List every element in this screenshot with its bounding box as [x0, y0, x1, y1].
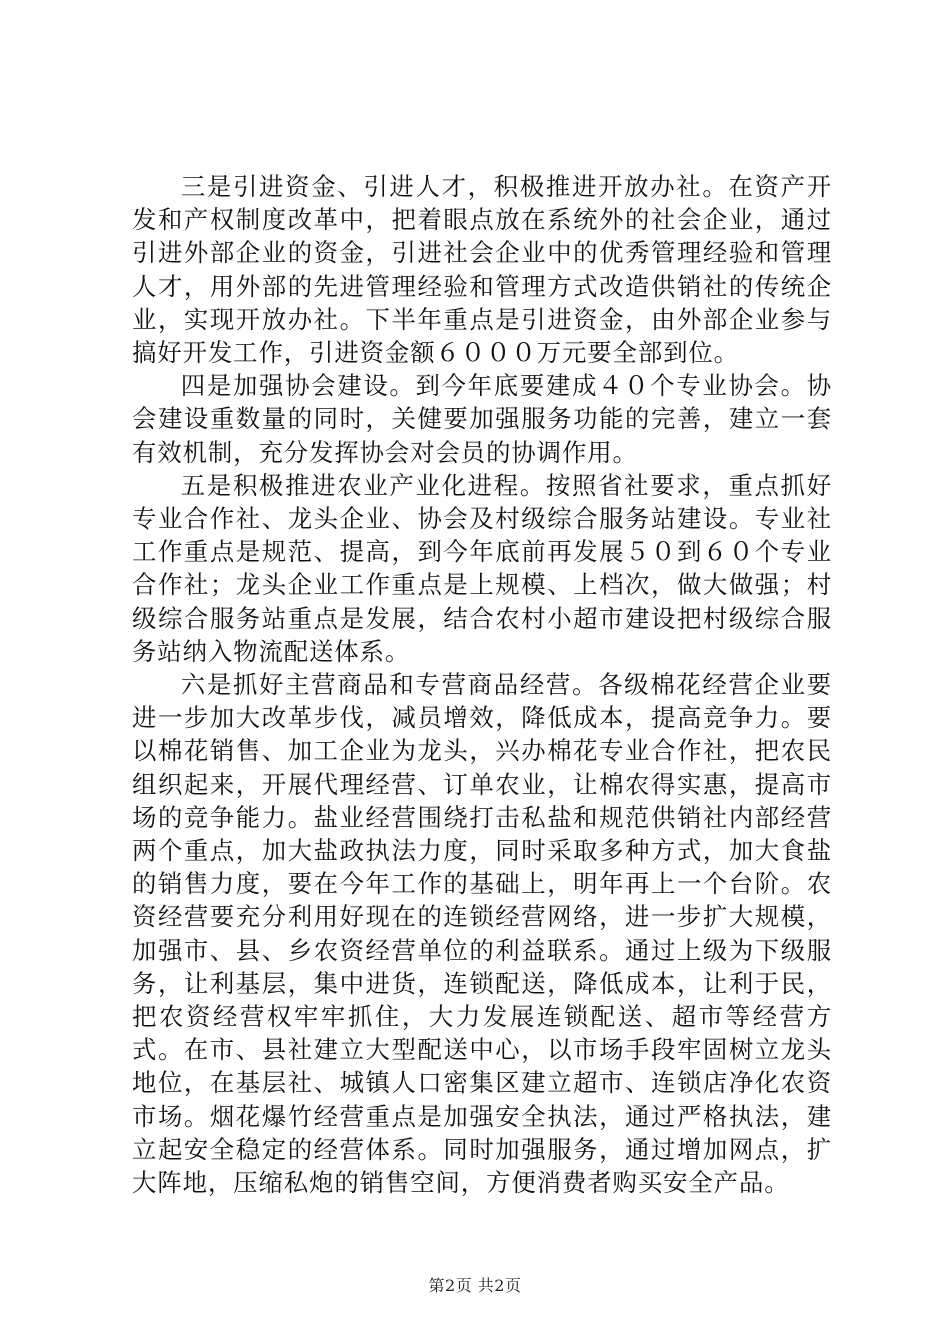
page-number-footer: 第2页 共2页 — [428, 1276, 522, 1295]
paragraph-main-commodities: 六是抓好主营商品和专营商品经营。各级棉花经营企业要进一步加大改革步伐，减员增效，降低成本，提高竞争力。要以棉花销售、加工企业为龙头，兴办棉花专业合作社，把农民组织起来，开展代理经营、订单农业，让棉农得实惠，提高市场的竞争能力。盐业经营围绕打击私盐和规范供销社内部经营两个重点，加大盐政执法力度，同时采取多种方式，加大食盐的销售力度，要在今年工作的基础上，明年再上一个台阶。农资经营要充分利用好现在的连锁经营网络，进一步扩大规模，加强市、县、乡农资经营单位的利益联系。通过上级为下级服务，让利基层，集中进货，连锁配送，降低成本，让利于民，把农资经营权牢牢抓住，大力发展连锁配送、超市等经营方式。在市、县社建立大型配送中心，以市场手段牢固树立龙头地位，在基层社、城镇人口密集区建立超市、连锁店净化农资市场。烟花爆竹经营重点是加强安全执法，通过严格执法，建立起安全稳定的经营体系。同时加强服务，通过增加网点，扩大阵地，压缩私炮的销售空间，方便消费者购买安全产品。 — [132, 670, 832, 1198]
document-body — [132, 170, 832, 1199]
paragraph-funding-talent: 三是引进资金、引进人才，积极推进开放办社。在资产开发和产权制度改革中，把着眼点放在系统外的社会企业，通过引进外部企业的资金，引进社会企业中的优秀管理经验和管理人才，用外部的先进管理经验和管理方式改造供销社的传统企业，实现开放办社。下半年重点是引进资金，由外部企业参与搞好开发工作，引进资金额６０００万元要全部到位。 — [132, 172, 832, 368]
paragraph-association-building: 四是加强协会建设。到今年底要建成４０个专业协会。协会建设重数量的同时，关健要加强服务功能的完善，建立一套有效机制，充分发挥协会对会员的协调作用。 — [132, 371, 832, 467]
paragraph-agricultural-industrialization: 五是积极推进农业产业化进程。按照省社要求，重点抓好专业合作社、龙头企业、协会及村级综合服务站建设。专业社工作重点是规范、提高，到今年底前再发展５０到６０个专业合作社；龙头企业工作重点是上规模、上档次，做大做强；村级综合服务站重点是发展，结合农村小超市建设把村级综合服务站纳入物流配送体系。 — [132, 470, 832, 666]
